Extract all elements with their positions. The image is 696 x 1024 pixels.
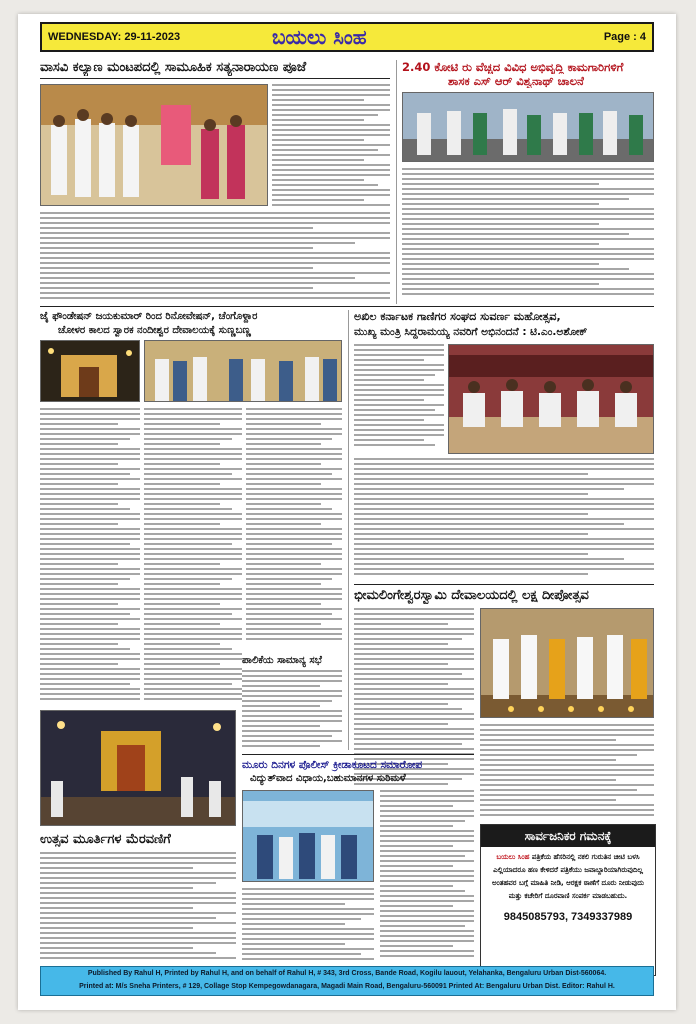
temple-night-photo-illustration [41, 341, 140, 402]
public-notice-box [480, 824, 656, 976]
article-1-body [40, 212, 390, 302]
article-4-headline-line-2: ಮುಖ್ಯ ಮಂತ್ರಿ ಸಿದ್ದರಾಮಯ್ಯ ನವರಿಗೆ ಅಭಿನಂದನೆ : ಟಿ.ಎಂ.ಅಶೋಕ್ [354, 326, 588, 338]
imprint-line-2: Printed at: M/s Sneha Printers, # 129, Collage Stop Kempegowdanagara, Magadi Main Road, Bengaluru-560091 Printed At: Bengaluru Urban Dist. Editor: Rahul H. [79, 983, 615, 990]
issue-date: WEDNESDAY: 29-11-2023 [48, 31, 181, 43]
article-1-text-column [272, 84, 390, 208]
article-7-body-col-2 [380, 790, 474, 962]
notice-text: ಪತ್ರಿಕೆಯ ಹೆಸರಿನಲ್ಲಿ ನಕಲಿ ಗುರುತಿನ ಚೀಟಿ ಬಳಸಿ ಎಲ್ಲಿಯಾದರೂ ಹಣ ಕೇಳಿದರೆ ಪತ್ರಿಕೆಯು ಜವಾಬ್ದಾರಿಯಾಗಿರುವುದಿಲ್ಲ ಅಂತಹವರ ಬಗ್ಗೆ ಮಾಹಿತಿ ನೀಡಿ, ಆರಕ್ಷಕ ಠಾಣೆಗೆ ದೂರು ನೀಡುವುದು ಮತ್ತು ಕಚೇರಿಗೆ ದೂರವಾಣಿ ಸಂಪರ್ಕ ಮಾಡಬಹುದು. [492, 853, 644, 900]
article-5-body-col-2 [480, 724, 654, 818]
article-8-headline: ಉತ್ಸವ ಮೂರ್ತಿಗಳ ಮೆರವಣಿಗೆ [40, 832, 171, 847]
article-6-body [242, 670, 342, 752]
article-4-photo [448, 344, 654, 454]
article-2-headline-line-2: ಶಾಸಕ ಎಸ್ ಆರ್ ವಿಶ್ವನಾಥ್ ಚಾಲನೆ [448, 74, 584, 88]
article-4-headline-line-1: ಅಖಿಲ ಕರ್ನಾಟಕ ಗಾಣಿಗರ ಸಂಘದ ಸುವರ್ಣ ಮಹೋತ್ಸವ, [354, 310, 561, 323]
procession-photo [40, 710, 236, 826]
notice-brand: ಬಯಲು ಸಿಂಹ [496, 853, 530, 861]
newspaper-title: ಬಯಲು ಸಿಂಹ [272, 25, 367, 49]
divider [40, 78, 390, 79]
article-2-headline-line-1: 2.40 ಕೋಟಿ ರು ವೆಚ್ಚದ ವಿವಿಧ ಅಭಿವೃದ್ಧಿ ಕಾಮಗಾರಿಗಳಿಗೆ [402, 60, 624, 74]
inauguration-photo-illustration [403, 93, 654, 162]
article-4-body [354, 458, 654, 580]
column-divider [348, 310, 349, 750]
notice-phone-numbers: 9845085793, 7349337989 [503, 911, 633, 923]
divider [242, 754, 474, 755]
notice-body [481, 847, 655, 907]
article-3-body-col-2 [144, 408, 242, 706]
ceremony-photo-illustration [41, 85, 268, 206]
article-1-photo [40, 84, 268, 206]
masthead [40, 22, 654, 52]
article-2-body [402, 168, 654, 302]
imprint-line-1: Published By Rahul H, Printed by Rahul H, and on behalf of Rahul H, # 343, 3rd Cross, Bande Road, Kogilu lauout, Yelahanka, Bengaluru Urban Dist-560064. [87, 970, 607, 977]
group-photo-illustration [145, 341, 342, 402]
imprint-footer [40, 966, 654, 996]
article-2-photo [402, 92, 654, 162]
procession-photo-illustration [41, 711, 236, 826]
article-7-body-col-1 [242, 888, 374, 962]
column-divider [396, 60, 397, 304]
notice-title: ಸಾರ್ವಜನಿಕರ ಗಮನಕ್ಕೆ [481, 825, 655, 847]
page-number: Page : 4 [603, 31, 646, 43]
article-5-photo [480, 608, 654, 718]
sports-meet-photo-illustration [243, 791, 374, 882]
article-3-photo-left [40, 340, 140, 402]
article-3-body-col-3 [246, 408, 342, 646]
stage-photo-illustration [449, 345, 654, 454]
article-3-headline-line-1: ಜೈ ಫೌಂಡೇಷನ್ ಜಯಕುಮಾರ್ ರಿಂದ ರಿನೋವೇಷನ್, ಚೆಂಗೊಳ್ದಾರ [40, 311, 258, 322]
article-8-body [40, 852, 236, 962]
article-7-headline-line-1: ಮೂರು ದಿನಗಳ ಪೊಲೀಸ್ ಕ್ರೀಡಾಕೂಟದ ಸಮಾರೋಪ [242, 759, 423, 771]
divider [40, 306, 654, 307]
divider [354, 584, 654, 585]
article-7-headline-line-2: ವಿದ್ಯುತ್‌ವಾದ ವಿಧಾಯ,ಬಹುಮಾನಗಳ ಸುರಿಮಳೆ [250, 773, 406, 784]
article-5-headline: ಭೀಮಲಿಂಗೇಶ್ವರಸ್ವಾಮಿ ದೇವಾಲಯದಲ್ಲಿ ಲಕ್ಷ ದೀಪೋತ್ಸವ [354, 588, 589, 603]
article-3-body-col-1 [40, 408, 140, 706]
newspaper-page [18, 14, 676, 1010]
article-3-photo-right [144, 340, 342, 402]
article-1-headline: ವಾಸವಿ ಕಲ್ಯಾಣ ಮಂಟಪದಲ್ಲಿ ಸಾಮೂಹಿಕ ಸತ್ಯನಾರಾಯಣ ಪೂಜೆ [40, 60, 307, 75]
article-3-headline-line-2: ಚೋಳರ ಕಾಲದ ಸ್ವಾರಕ ನಂದೀಶ್ವರ ದೇವಾಲಯಕ್ಕೆ ಸುಣ್ಣಬಣ್ಣ [58, 325, 251, 336]
lamp-festival-photo-illustration [481, 609, 654, 718]
article-6-headline: ಪಾಲಿಕೆಯ ಸಾಮಾನ್ಯ ಸಭೆ [242, 655, 322, 666]
article-7-photo [242, 790, 374, 882]
article-4-lead-text [354, 344, 444, 452]
